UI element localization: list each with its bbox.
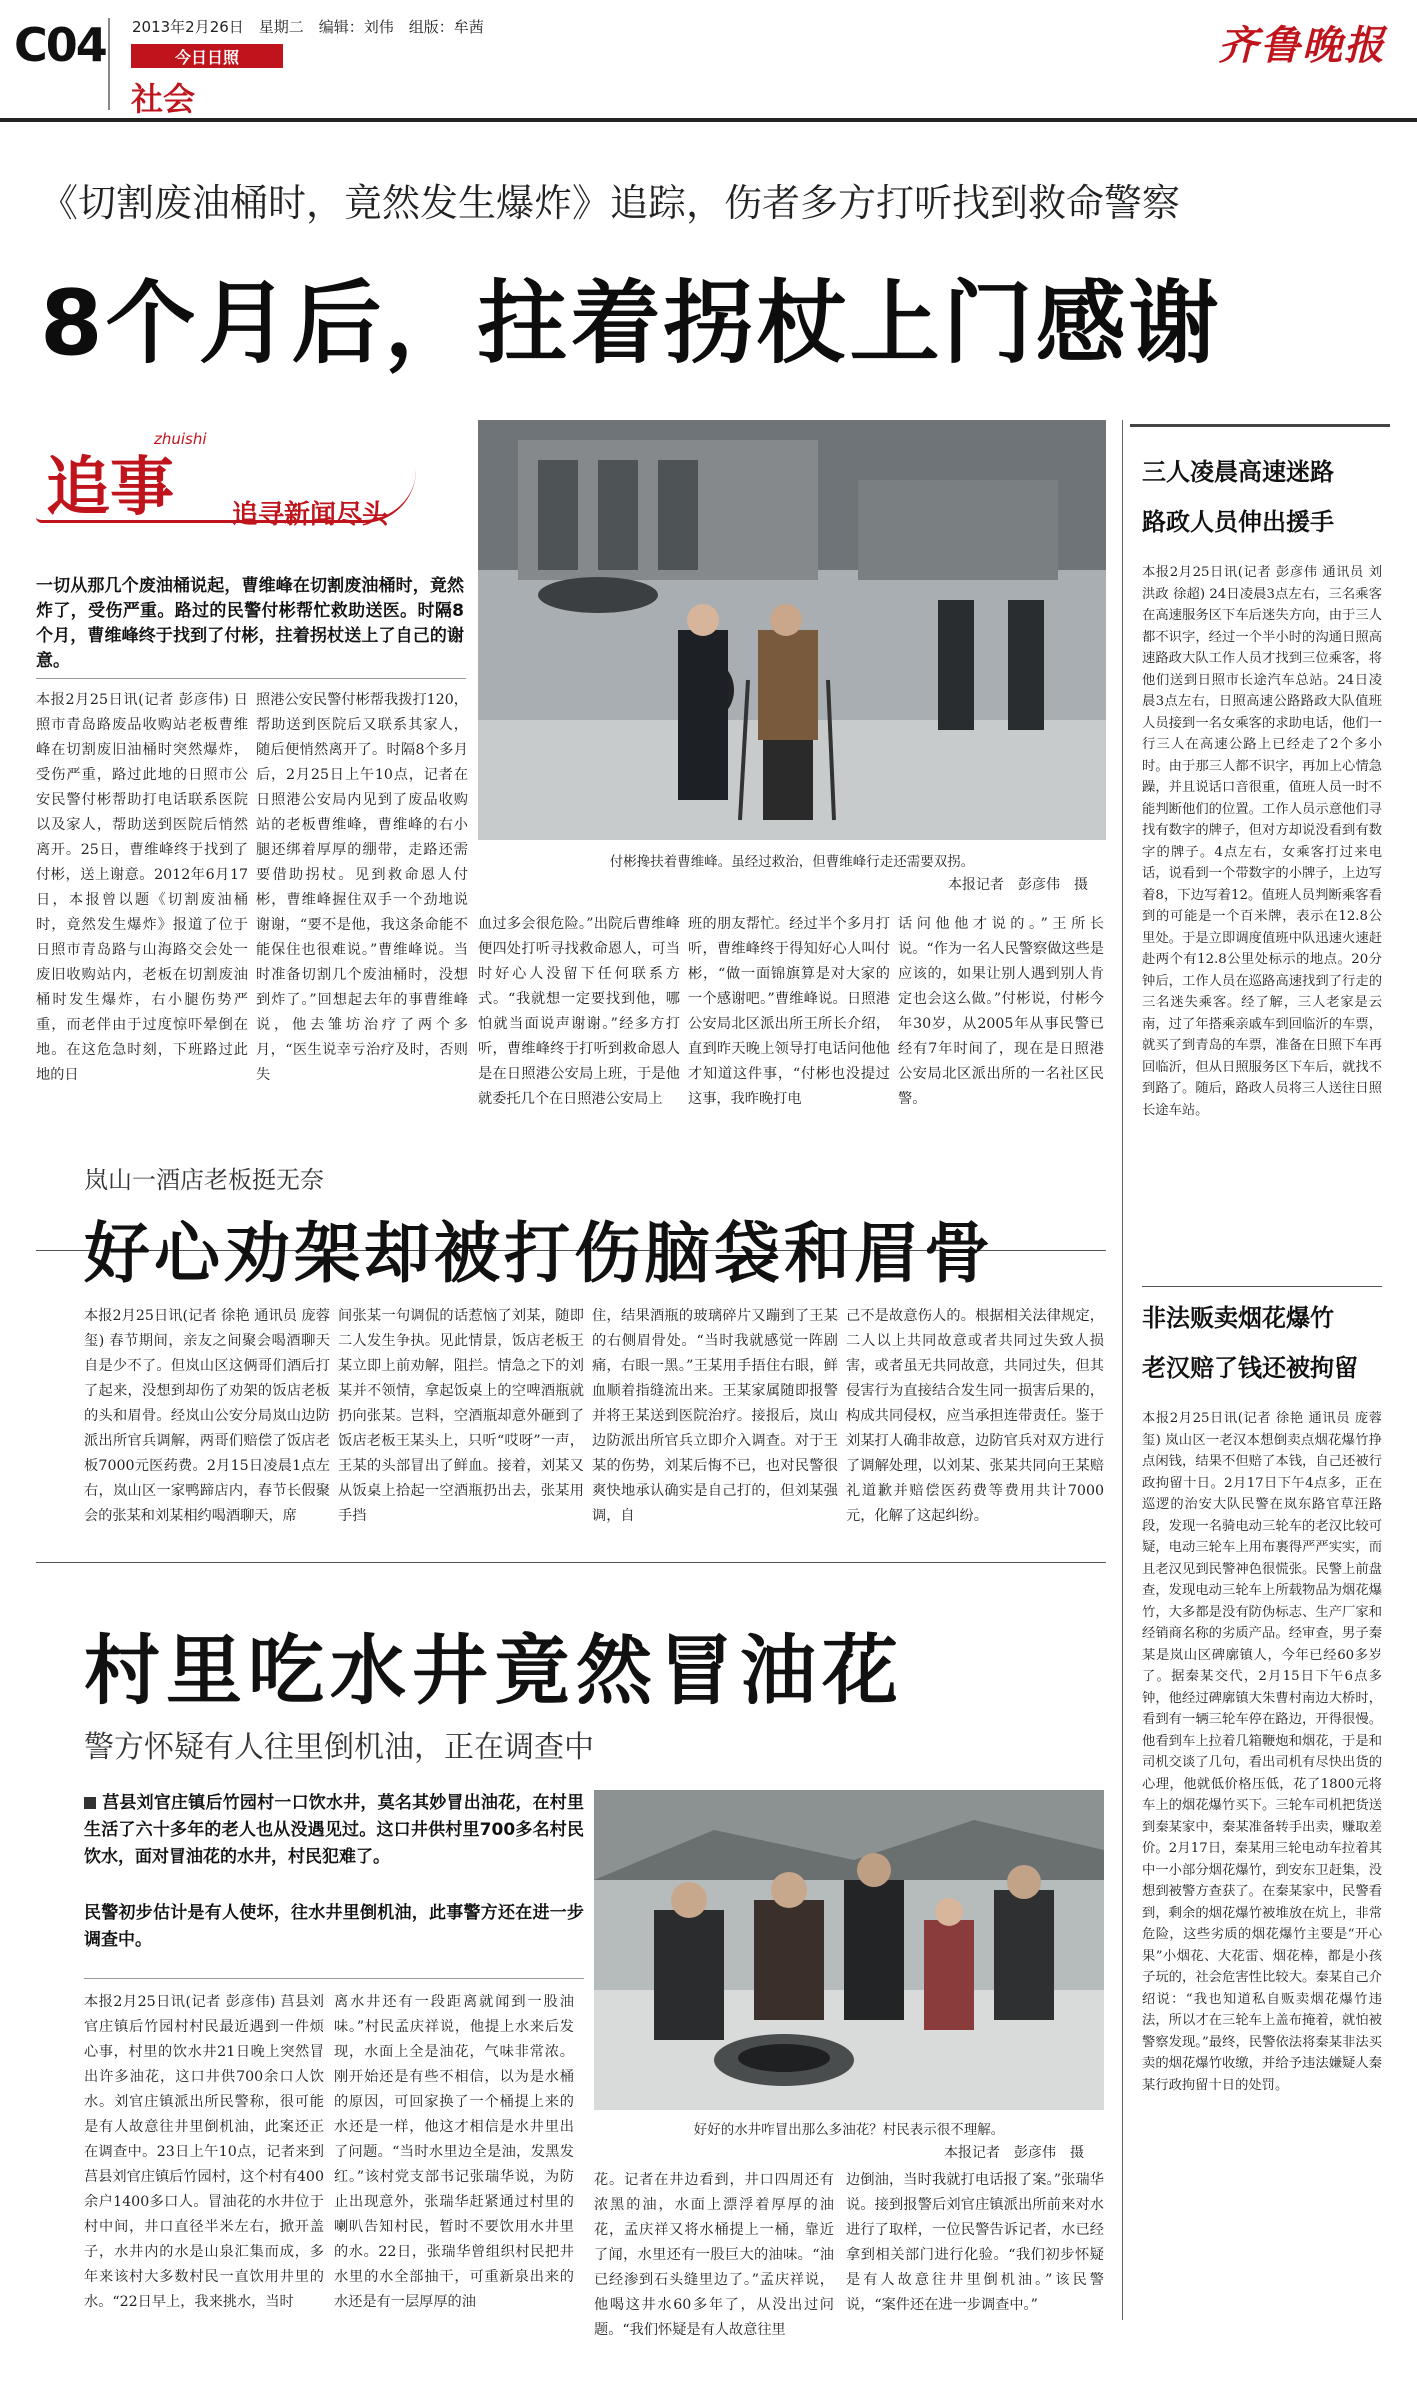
article3-headline: 村里吃水井竟然冒油花	[84, 1626, 904, 1715]
date-line: 2013年2月26日 星期二 编辑：刘伟 组版：牟茜	[132, 18, 484, 36]
photo-police-helping-man	[478, 420, 1106, 840]
logo-pinyin: zhuishi	[154, 430, 207, 448]
lead-rule	[36, 678, 466, 679]
masthead-divider	[108, 18, 110, 110]
article3-photo-credit: 本报记者 彭彦伟 摄	[944, 2145, 1084, 2161]
article2-column-1: 本报2月25日讯(记者 徐艳 通讯员 庞蓉玺) 春节期间，亲友之间聚会喝酒聊天自是少不了。但岚山区这俩哥们酒后打了起来，没想到却伤了劝架的饭店老板的头和眉骨。经岚山公安分局岚山边防派出所官兵调解，两哥们赔偿了饭店老板7000元医药费。2月15日凌晨1点左右，岚山区一家鸭蹄店内，春节长假聚会的张某和刘某相约喝酒聊天，席	[84, 1308, 330, 1524]
article3-lead-1	[84, 1790, 584, 1871]
sidebar-story1-headline-2: 路政人员伸出援手	[1142, 508, 1334, 536]
article2-headline: 好心劝架却被打伤脑袋和眉骨	[84, 1215, 994, 1292]
section-title: 社会	[131, 80, 196, 118]
article3-photo	[594, 1790, 1104, 2110]
sidebar-story1-body: 本报2月25日讯(记者 彭彦伟 通讯员 刘洪政 徐超) 24日凌晨3点左右，三名乘客在高速服务区下车后迷失方向，由于三人都不识字，经过一个半小时的沟通日照高速路政大队工作人员才找到三位乘客，将他们送到日照市长途汽车总站。24日凌晨3点左右，日照高速公路路政大队值班人员接到一名女乘客的求助电话，他们一行三人在高速公路上已经走了2个多小时。由于那三人都不识字，再加上心情急躁，并且说话口音很重，值班人员一时不能判断他们的位置。工作人员示意他们寻找有数字的牌子，但对方却说没看到有数字的牌子。4点左右，女乘客打过来电话，说看到一个带数字的小牌子，上边写着8，下边写着12。值班人员判断乘客看到的可能是一个百米牌，表示在12.8公里处。于是立即调度值班中队迅速火速赶赴两个有12.8公里处标示的地点。20分钟后，工作人员在巡路高速找到了行走的三名迷失乘客。经了解，三人老家是云南，过了年搭乘亲戚车到回临沂的车票，就买了到青岛的车票，准备在日照下车再回临沂，但从日照服务区下车后，就找不到路了。随后，路政人员将三人送往日照长途车站。	[1142, 565, 1382, 1118]
article1-column-5: 话问他他才说的。”王所长说。“作为一名人民警察做这些是应该的，如果让别人遇到别人肯定也会这么做。”付彬说，付彬今年30岁，从2005年从事民警已经有7年时间了，现在是日照港公安局北区派出所的一名社区民警。	[898, 916, 1104, 1107]
article1-column-3: 血过多会很危险。”出院后曹维峰便四处打听寻找救命恩人，可当时好心人没留下任何联系方式。“我就想一定要找到他，哪怕就当面说声谢谢。”经多方打听，曹维峰终于打听到救命恩人是在日照港公安局上班，于是他就委托几个在日照港公安局上	[478, 916, 680, 1107]
sidebar-mid-rule	[1142, 1286, 1382, 1287]
article3-lead-rule	[84, 1978, 584, 1979]
lead-bullet	[84, 1797, 96, 1809]
sidebar-story2-body: 本报2月25日讯(记者 徐艳 通讯员 庞蓉玺) 岚山区一老汉本想倒卖点烟花爆竹挣点闲钱，结果不但赔了本钱，自己还被行政拘留十日。2月17日下午4点多，正在巡逻的治安大队民警在岚东路官草汪路段，发现一名骑电动三轮车的老汉比较可疑，电动三轮车上用布裹得严严实实，而且老汉见到民警神色很慌张。民警上前盘查，发现电动三轮车上所载物品为烟花爆竹，大多都是没有防伪标志、生产厂家和经销商名称的劣质产品。经审查，男子秦某是岚山区碑廓镇人，今年已经60多岁了。据秦某交代，2月15日下午6点多钟，他经过碑廓镇大朱曹村南边大桥时，看到有一辆三轮车停在路边，开得很慢。他看到车上拉着几箱鞭炮和烟花，于是和司机交谈了几句，看出司机有尽快出货的心理，他就低价格压低，花了1800元将车上的烟花爆竹买下。三轮车司机把货送到秦某家中，秦某准备转手出卖，赚取差价。2月17日，秦某用三轮电动车拉着其中一小部分烟花爆竹，到安东卫赶集，没想到被警方查获了。在秦某家中，民警看到，剩余的烟花爆竹被堆放在炕上，非常危险，这些劣质的烟花爆竹主要是“开心果”小烟花、大花雷、烟花棒，都是小孩子玩的，社会危害性比较大。秦某自己介绍说：“我也知道私自贩卖烟花爆竹违法，所以才在三轮车上盖布掩着，就怕被警察发现。”最终，民警依法将秦某非法买卖的烟花爆竹收缴，并给予违法嫌疑人秦某行政拘留十日的处罚。	[1142, 1411, 1382, 2093]
article3-lead-1-text: 莒县刘官庄镇后竹园村一口饮水井，莫名其妙冒出油花，在村里生活了六十多年的老人也从没遇见过。这口井供村里700多名村民饮水，面对冒油花的水井，村民犯难了。	[84, 1793, 584, 1867]
article3-lead-2: 民警初步估计是有人使坏，往水井里倒机油，此事警方还在进一步调查中。	[84, 1903, 584, 1950]
page-number: C04	[14, 18, 106, 72]
article1-photo-caption: 付彬搀扶着曹维峰。虽经过救治，但曹维峰行走还需要双拐。	[609, 854, 975, 870]
article3-column-1: 本报2月25日讯(记者 彭彦伟) 莒县刘官庄镇后竹园村村民最近遇到一件烦心事，村里的饮水井21日晚上突然冒出许多油花，这口井供700余口人饮水。刘官庄镇派出所民警称，很可能是有人故意往井里倒机油，此案还正在调查中。23日上午10点，记者来到莒县刘官庄镇后竹园村，这个村有400余户1400多口人。冒油花的水井位于村中间，井口直径半米左右，掀开盖子，水井内的水是山泉汇集而成，多年来该村大多数村民一直饮用井里的水。“22日早上，我来挑水，当时	[84, 1994, 324, 2310]
article1-photo-credit: 本报记者 彭彦伟 摄	[948, 877, 1088, 893]
article3-photo-caption: 好好的水井咋冒出那么多油花？村民表示很不理解。	[693, 2122, 1005, 2138]
sidebar-story2-headline-2: 老汉赔了钱还被拘留	[1142, 1354, 1358, 1382]
article1-photo	[478, 420, 1106, 840]
photo-villagers-at-well	[594, 1790, 1104, 2110]
article3-column-3: 花。记者在井边看到，井口四周还有浓黑的油，水面上漂浮着厚厚的油花，孟庆祥又将水桶提上一桶，靠近了闻，水里还有一股巨大的油味。“油已经渗到石头缝里边了。”孟庆祥说，他喝这井水60多年了，从没出过问题。“我们怀疑是有人故意往里	[594, 2172, 834, 2338]
article1-column-2: 照港公安民警付彬帮我拨打120，帮助送到医院后又联系其家人，随后便悄然离开了。时隔8个多月后，2月25日上午10点，记者在日照港公安局内见到了废品收购站的老板曹维峰，曹维峰的右小腿还绑着厚厚的绷带，走路还需要借助拐杖。见到救命恩人付彬，曹维峰握住双手一个劲地说谢谢，“要不是他，我这条命能不能保住也很难说。”曹维峰说。当时准备切割几个废油桶时，没想到炸了。”回想起去年的事曹维峰说，他去雏坊治疗了两个多月，“医生说幸亏治疗及时，否则失	[256, 692, 468, 1083]
edition-tag: 今日日照	[131, 44, 283, 68]
article1-column-4: 班的朋友帮忙。经过半个多月打听，曹维峰终于得知好心人叫付彬，“做一面锦旗算是对大家的一个感谢吧。”曹维峰说。日照港公安局北区派出所王所长介绍，直到昨天晚上领导打电话问他他才知道这件事，“付彬也没提过这事，我昨晚打电	[688, 916, 890, 1107]
article2-column-3: 住，结果酒瓶的玻璃碎片又蹦到了王某的右侧眉骨处。“当时我就感觉一阵剧痛，右眼一黑。”王某用手捂住右眼，鲜血顺着指缝流出来。王某家属随即报警并将王某送到医院治疗。接报后，岚山边防派出所官兵立即介入调查。对于王某的伤势，刘某后悔不已，也对民警很爽快地承认确实是自己打的，但刘某强调，自	[592, 1308, 838, 1524]
column-logo	[36, 430, 426, 530]
article2-bottom-rule	[36, 1562, 1106, 1563]
article3-column-2: 离水井还有一段距离就闻到一股油味。”村民孟庆祥说，他提上水来后发现，水面上全是油花，气味非常浓。刚开始还是有些不相信，以为是水桶的原因，可回家换了一个桶提上来的水还是一样，他这才相信是水井里出了问题。“当时水里边全是油，发黑发红。”该村党支部书记张瑞华说，为防止出现意外，张瑞华赶紧通过村里的喇叭告知村民，暂时不要饮用水井里的水。22日，张瑞华曾组织村民把井水里的水全部抽干，可重新泉出来的水还是有一层厚厚的油	[334, 1994, 574, 2310]
logo-tagline: 追寻新闻尽头	[232, 500, 389, 530]
article2-kicker: 岚山一酒店老板挺无奈	[84, 1166, 324, 1194]
sidebar-divider	[1122, 420, 1123, 2320]
logo-title: 追事	[46, 450, 174, 525]
article3-column-4: 边倒油，当时我就打电话报了案。”张瑞华说。接到报警后刘官庄镇派出所前来对水进行了取样，一位民警告诉记者，水已经拿到相关部门进行化验。“我们初步怀疑是有人故意往井里倒机油。”该民警说，“案件还在进一步调查中。”	[846, 2172, 1104, 2313]
article1-headline: 8个月后，拄着拐杖上门感谢	[40, 271, 1222, 376]
article1-lead: 一切从那几个废油桶说起，曹维峰在切割废油桶时，竟然炸了，受伤严重。路过的民警付彬帮忙救助送医。时隔8个月，曹维峰终于找到了付彬，拄着拐杖送上了自己的谢意。	[36, 576, 464, 671]
sidebar-top-rule	[1130, 424, 1390, 427]
brand-logo: 齐鲁晚报	[1218, 22, 1386, 69]
article1-column-1: 本报2月25日讯(记者 彭彦伟) 日照市青岛路废品收购站老板曹维峰在切割废旧油桶时突然爆炸，受伤严重，路过此地的日照市公安民警付彬帮助打电话联系医院以及家人，帮助送到医院后悄然离开。25日，曹维峰终于找到了付彬，送上谢意。2012年6月17日，本报曾以题《切割废油桶时，竟然发生爆炸》报道了位于日照市青岛路与山海路交会处一废旧收购站内，老板在切割废油桶时发生爆炸，右小腿伤势严重，而老伴由于过度惊吓晕倒在地。在这危急时刻，下班路过此地的日	[36, 692, 248, 1083]
article3-subhead: 警方怀疑有人往里倒机油，正在调查中	[84, 1730, 594, 1765]
masthead-rule	[0, 118, 1417, 122]
sidebar-story1-headline-1: 三人凌晨高速迷路	[1142, 458, 1334, 486]
article1-kicker: 《切割废油桶时，竟然发生爆炸》追踪，伤者多方打听找到救命警察	[40, 181, 1181, 225]
article2-column-4: 己不是故意伤人的。根据相关法律规定，二人以上共同故意或者共同过失致人损害，或者虽无共同故意，共同过失，但其侵害行为直接结合发生同一损害后果的，构成共同侵权，应当承担连带责任。鉴于刘某打人确非故意，边防官兵对双方进行了调解处理，以刘某、张某共同向王某赔礼道歉并赔偿医药费等费用共计7000元，化解了这起纠纷。	[846, 1308, 1104, 1524]
sidebar-story2-headline-1: 非法贩卖烟花爆竹	[1142, 1304, 1334, 1332]
article2-column-2: 间张某一句调侃的话惹恼了刘某，随即二人发生争执。见此情景，饭店老板王某立即上前劝解，阻拦。情急之下的刘某并不领情，拿起饭桌上的空啤酒瓶就扔向张某。岂料，空酒瓶却意外砸到了饭店老板王某头上，只听“哎呀”一声，王某的头部冒出了鲜血。接着，刘某又从饭桌上拾起一空酒瓶扔出去，张某用手挡	[338, 1308, 584, 1524]
